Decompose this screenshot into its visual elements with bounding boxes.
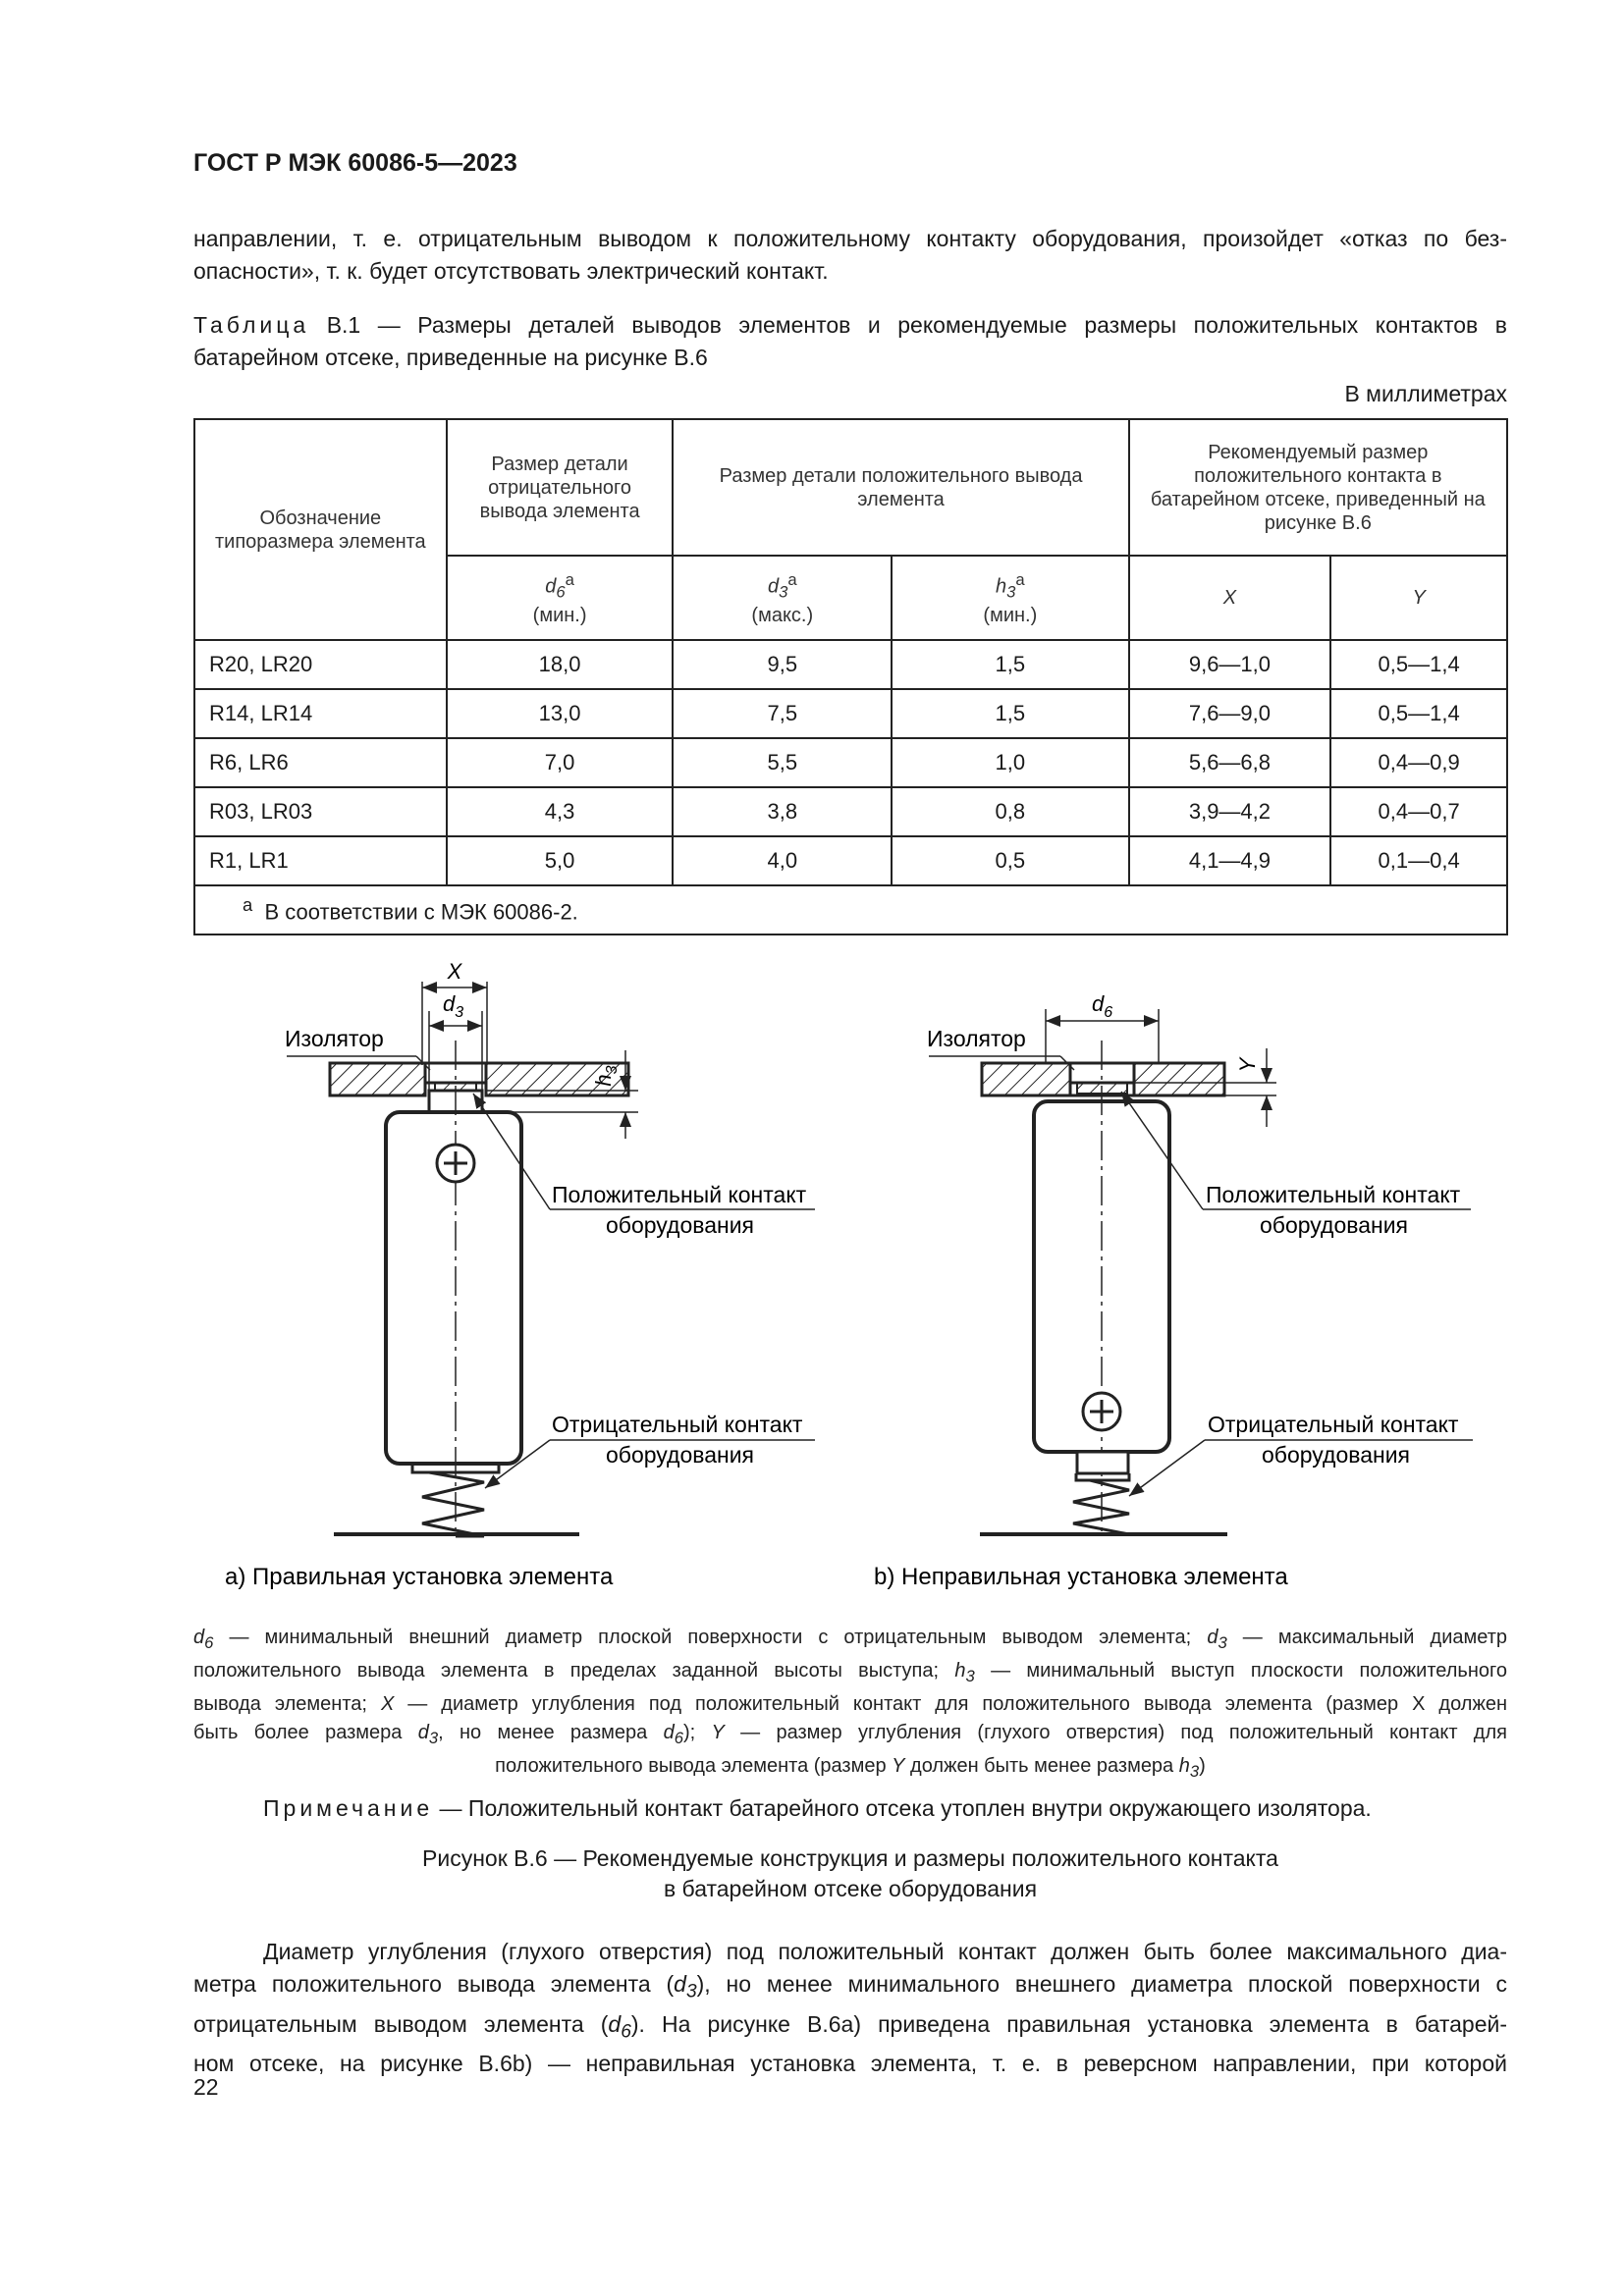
- label-negative-contact: Отрицательный контакт: [1208, 1412, 1459, 1437]
- cell-d6: 5,0: [447, 836, 674, 885]
- cell-d3: 5,5: [673, 738, 892, 787]
- table-title-prefix: Таблица: [193, 312, 310, 338]
- closing-paragraph: [193, 1936, 1507, 2080]
- figure-caption-line-2: в батарейном отсеке оборудования: [663, 1876, 1038, 1901]
- cell-x: 3,9—4,2: [1129, 787, 1331, 836]
- closing-line-1: Диаметр углубления (глухого отверстия) под положительный контакт должен быть более максимального диа-: [263, 1939, 1507, 1964]
- figure-legend: $d_6$ — минимальный внешний диаметр плоской поверхности с отрицательным выводом элемента; $d_3$ — максимальный диаметр положительного вывода элемента в пределах заданной высоты выступа; $h_3$ — минимальный выступ плоскости положительного вывода элемента; X — диаметр углубления под положительный контакт для положительного вывода элемента (размер X должен быть более размера $d_3$, но менее размера $d_6$); Y — размер углубления (глухого отверстия) под положительный контакт для положительного вывода элемента (размер Y должен быть менее размера $h_3$): [193, 1627, 1507, 1781]
- label-positive-contact: Положительный контакт: [552, 1182, 807, 1207]
- cell-y: 0,4—0,7: [1330, 787, 1507, 836]
- cell-d3: 4,0: [673, 836, 892, 885]
- cell-x: 5,6—6,8: [1129, 738, 1331, 787]
- insulator-left-part: [982, 1063, 1070, 1095]
- label-positive-contact-2: оборудования: [606, 1212, 754, 1238]
- col-header-negative: Размер детали отрицательного вывода элемента: [447, 419, 674, 556]
- label-negative-contact-2: оборудования: [1262, 1442, 1410, 1468]
- figure-caption-line-1: Рисунок В.6 — Рекомендуемые конструкция и размеры положительного контакта: [422, 1845, 1278, 1871]
- subheader-d3: $d_3^a$ (макс.): [673, 556, 892, 640]
- figure-a-correct: [225, 959, 815, 1590]
- caption-a: a) Правильная установка элемента: [225, 1564, 614, 1590]
- dim-x-label: X: [447, 959, 462, 984]
- note-prefix: Примечание: [263, 1795, 434, 1821]
- caption-b: b) Неправильная установка элемента: [874, 1564, 1288, 1590]
- cell-type: R14, LR14: [194, 689, 447, 738]
- cell-d6: 7,0: [447, 738, 674, 787]
- cell-h3: 1,5: [892, 689, 1129, 738]
- dim-d3-label: $d_3$: [443, 991, 464, 1021]
- table-title-line-2: батарейном отсеке, приведенные на рисунке В.6: [193, 345, 708, 370]
- closing-line-4: ном отсеке, на рисунке В.6b) — неправильная установка элемента, т. е. в реверсном направлении, при которой: [193, 2051, 1507, 2077]
- label-negative-contact-2: оборудования: [606, 1442, 754, 1468]
- cell-y: 0,1—0,4: [1330, 836, 1507, 885]
- cell-x: 4,1—4,9: [1129, 836, 1331, 885]
- subheader-y: Y: [1330, 556, 1507, 640]
- spring: [1073, 1480, 1129, 1534]
- cell-h3: 0,5: [892, 836, 1129, 885]
- intro-line-1: направлении, т. е. отрицательным выводом к положительному контакту оборудования, произойдет «отказ по без-: [193, 226, 1507, 251]
- cell-type: R03, LR03: [194, 787, 447, 836]
- subheader-d6: $d_6^a$ (мин.): [447, 556, 674, 640]
- insulator-left-part: [330, 1063, 425, 1095]
- cell-d6: 18,0: [447, 640, 674, 689]
- cell-type: R1, LR1: [194, 836, 447, 885]
- cell-d3: 7,5: [673, 689, 892, 738]
- label-positive-contact-2: оборудования: [1260, 1212, 1408, 1238]
- cell-x: 7,6—9,0: [1129, 689, 1331, 738]
- figure-b-incorrect: [874, 991, 1473, 1590]
- col-header-positive: Размер детали положительного вывода элемента: [673, 419, 1128, 556]
- figure-note: [263, 1795, 1372, 1822]
- subheader-h3: $h_3^a$ (мин.): [892, 556, 1129, 640]
- cell-x: 9,6—1,0: [1129, 640, 1331, 689]
- page-header-title: ГОСТ Р МЭК 60086-5—2023: [193, 149, 517, 177]
- battery-positive-terminal: [1077, 1452, 1128, 1473]
- table-footnote: $^a$ В соответствии с МЭК 60086-2.: [194, 885, 1507, 934]
- label-insulator: Изолятор: [927, 1026, 1026, 1051]
- cell-d3: 3,8: [673, 787, 892, 836]
- closing-line-2: метра положительного вывода элемента $(d_3)$, но менее минимального внешнего диаметра плоской поверхности с: [193, 1971, 1508, 2002]
- dim-h3-label: $h_3$: [591, 1065, 621, 1087]
- cell-y: 0,4—0,9: [1330, 738, 1507, 787]
- page-number: 22: [193, 2074, 219, 2100]
- spring: [422, 1472, 484, 1536]
- intro-line-2: опасности», т. к. будет отсутствовать электрический контакт.: [193, 258, 829, 284]
- insulator-right-part: [1134, 1063, 1224, 1095]
- label-positive-contact: Положительный контакт: [1206, 1182, 1461, 1207]
- cell-h3: 1,0: [892, 738, 1129, 787]
- cell-d6: 13,0: [447, 689, 674, 738]
- cell-y: 0,5—1,4: [1330, 689, 1507, 738]
- units-label: В миллиметрах: [1344, 381, 1507, 406]
- closing-line-3: отрицательным выводом элемента $(d_6)$. На рисунке В.6а) приведена правильная установка элемента в батарей-: [193, 2010, 1507, 2043]
- cell-d3: 9,5: [673, 640, 892, 689]
- subheader-x: X: [1129, 556, 1331, 640]
- cell-h3: 0,8: [892, 787, 1129, 836]
- note-text: — Положительный контакт батарейного отсека утоплен внутри окружающего изолятора.: [433, 1795, 1372, 1821]
- col-header-recommended: Рекомендуемый размер положительного контакта в батарейном отсеке, приведенный на рисунке В.6: [1129, 419, 1507, 556]
- dim-d6-label: $d_6$: [1092, 991, 1113, 1021]
- label-negative-contact: Отрицательный контакт: [552, 1412, 803, 1437]
- figure-caption: [193, 1843, 1507, 1904]
- cell-type: R6, LR6: [194, 738, 447, 787]
- label-insulator: Изолятор: [285, 1026, 384, 1051]
- cell-type: R20, LR20: [194, 640, 447, 689]
- cell-h3: 1,5: [892, 640, 1129, 689]
- table-title-text: В.1 — Размеры деталей выводов элементов и рекомендуемые размеры положительных контактов в: [326, 312, 1507, 338]
- cell-d6: 4,3: [447, 787, 674, 836]
- cell-y: 0,5—1,4: [1330, 640, 1507, 689]
- dim-y-label: Y: [1235, 1057, 1260, 1073]
- col-header-type: Обозначение типоразмера элемента: [194, 419, 447, 640]
